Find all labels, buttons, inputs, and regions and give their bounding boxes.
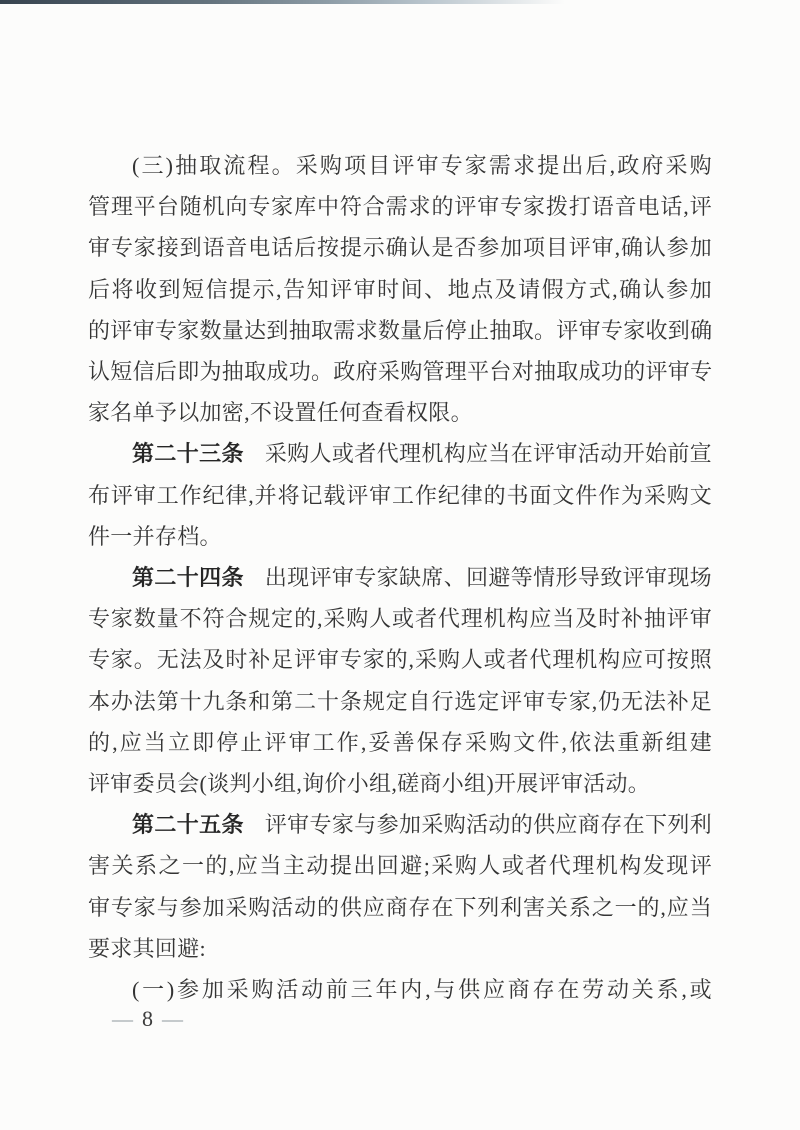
text-line: 要求其回避: <box>88 935 206 961</box>
text-line: 管理平台随机向专家库中符合需求的评审专家拨打语音电话,评 <box>88 194 712 220</box>
document-text-block <box>88 145 712 1010</box>
article-number: 第二十三条 <box>132 441 244 467</box>
line-text: 评审专家与参加采购活动的供应商存在下列利 <box>264 812 712 838</box>
text-line: 评审委员会(谈判小组,询价小组,磋商小组)开展评审活动。 <box>88 771 651 797</box>
text-line: 后将收到短信提示,告知评审时间、地点及请假方式,确认参加 <box>88 276 712 302</box>
page-number-left-dash: — <box>112 1007 133 1031</box>
text-line: 认短信后即为抽取成功。政府采购管理平台对抽取成功的评审专 <box>88 359 713 385</box>
page-number <box>112 1006 183 1032</box>
text-line: 布评审工作纪律,并将记载评审工作纪律的书面文件作为采购文 <box>88 482 712 508</box>
text-line: 家名单予以加密,不设置任何查看权限。 <box>88 400 473 426</box>
text-line: 专家数量不符合规定的,采购人或者代理机构应当及时补抽评审 <box>88 606 712 632</box>
article-number: 第二十五条 <box>132 812 244 838</box>
text-line <box>88 557 712 598</box>
page-number-right-dash: — <box>162 1007 183 1031</box>
text-line: 本办法第十九条和第二十条规定自行选定评审专家,仍无法补足 <box>88 688 712 714</box>
scan-artifact-top-edge <box>0 0 565 4</box>
article-number: 第二十四条 <box>132 565 244 591</box>
text-line: 的,应当立即停止评审工作,妥善保存采购文件,依法重新组建 <box>88 729 712 755</box>
line-text: 采购人或者代理机构应当在评审活动开始前宣 <box>264 441 712 467</box>
text-line: 审专家接到语音电话后按提示确认是否参加项目评审,确认参加 <box>88 235 712 261</box>
text-line: 审专家与参加采购活动的供应商存在下列利害关系之一的,应当 <box>88 894 712 920</box>
text-line: (一)参加采购活动前三年内,与供应商存在劳动关系,或 <box>132 977 712 1003</box>
page-number-value: 8 <box>142 1006 153 1031</box>
line-text: 出现评审专家缺席、回避等情形导致评审现场 <box>264 565 712 591</box>
text-line: 的评审专家数量达到抽取需求数量后停止抽取。评审专家收到确 <box>88 317 713 343</box>
text-line: (三)抽取流程。采购项目评审专家需求提出后,政府采购 <box>132 153 712 178</box>
text-line: 专家。无法及时补足评审专家的,采购人或者代理机构应可按照 <box>88 647 712 673</box>
text-line <box>88 433 712 474</box>
text-line <box>88 804 712 845</box>
text-line: 件一并存档。 <box>88 523 222 549</box>
text-line: 害关系之一的,应当主动提出回避;采购人或者代理机构发现评 <box>88 853 712 879</box>
